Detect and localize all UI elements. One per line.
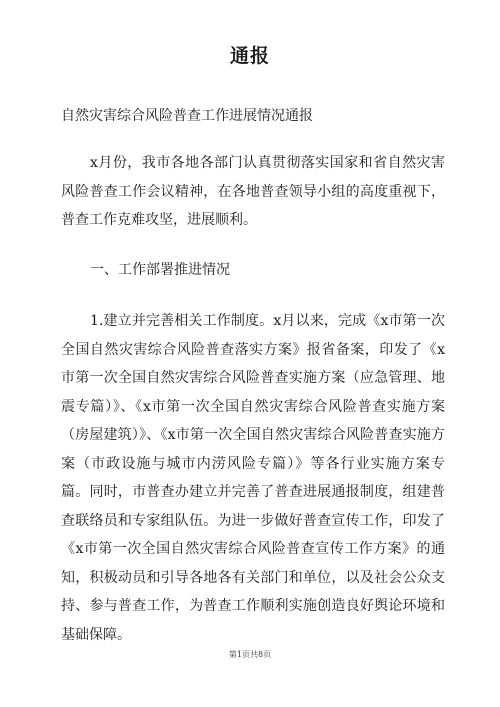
intro-paragraph: x月份，我市各地各部门认真贯彻落实国家和省自然灾害风险普查工作会议精神，在各地普查领导小组的高度重视下，普查工作克难攻坚，进展顺利。 <box>61 155 445 228</box>
section-heading: 一、工作部署推进情况 <box>90 262 230 278</box>
body-paragraph: 1.建立并完善相关工作制度。x月以来，完成《x市第一次全国自然灾害综合风险普查落实方案》报省备案，印发了《x市第一次全国自然灾害综合风险普查实施方案（应急管理、地震专篇）》、《x市第一次全国自然灾害综合风险普查实施方案（房屋建筑）》、《x市第一次全国自然灾害综合风险普查实施方案（市政设施与城市内涝风险专篇）》等各行业实施方案专篇。同时，市普查办建立并完善了普查进展通报制度，组建普查联络员和专家组队伍。为进一步做好普查宣传工作，印发了《x市第一次全国自然灾害综合风险普查宣传工作方案》的通知，积极动员和引导各地各有关部门和单位，以及社会公众支持、参与普查工作，为普查工作顺利实施创造良好舆论环境和基础保障。 <box>61 313 445 643</box>
document-subtitle: 自然灾害综合风险普查工作进展情况通报 <box>61 108 313 124</box>
page-number-footer: 第1页共8页 <box>228 650 272 659</box>
page-title: 通报 <box>229 45 270 67</box>
